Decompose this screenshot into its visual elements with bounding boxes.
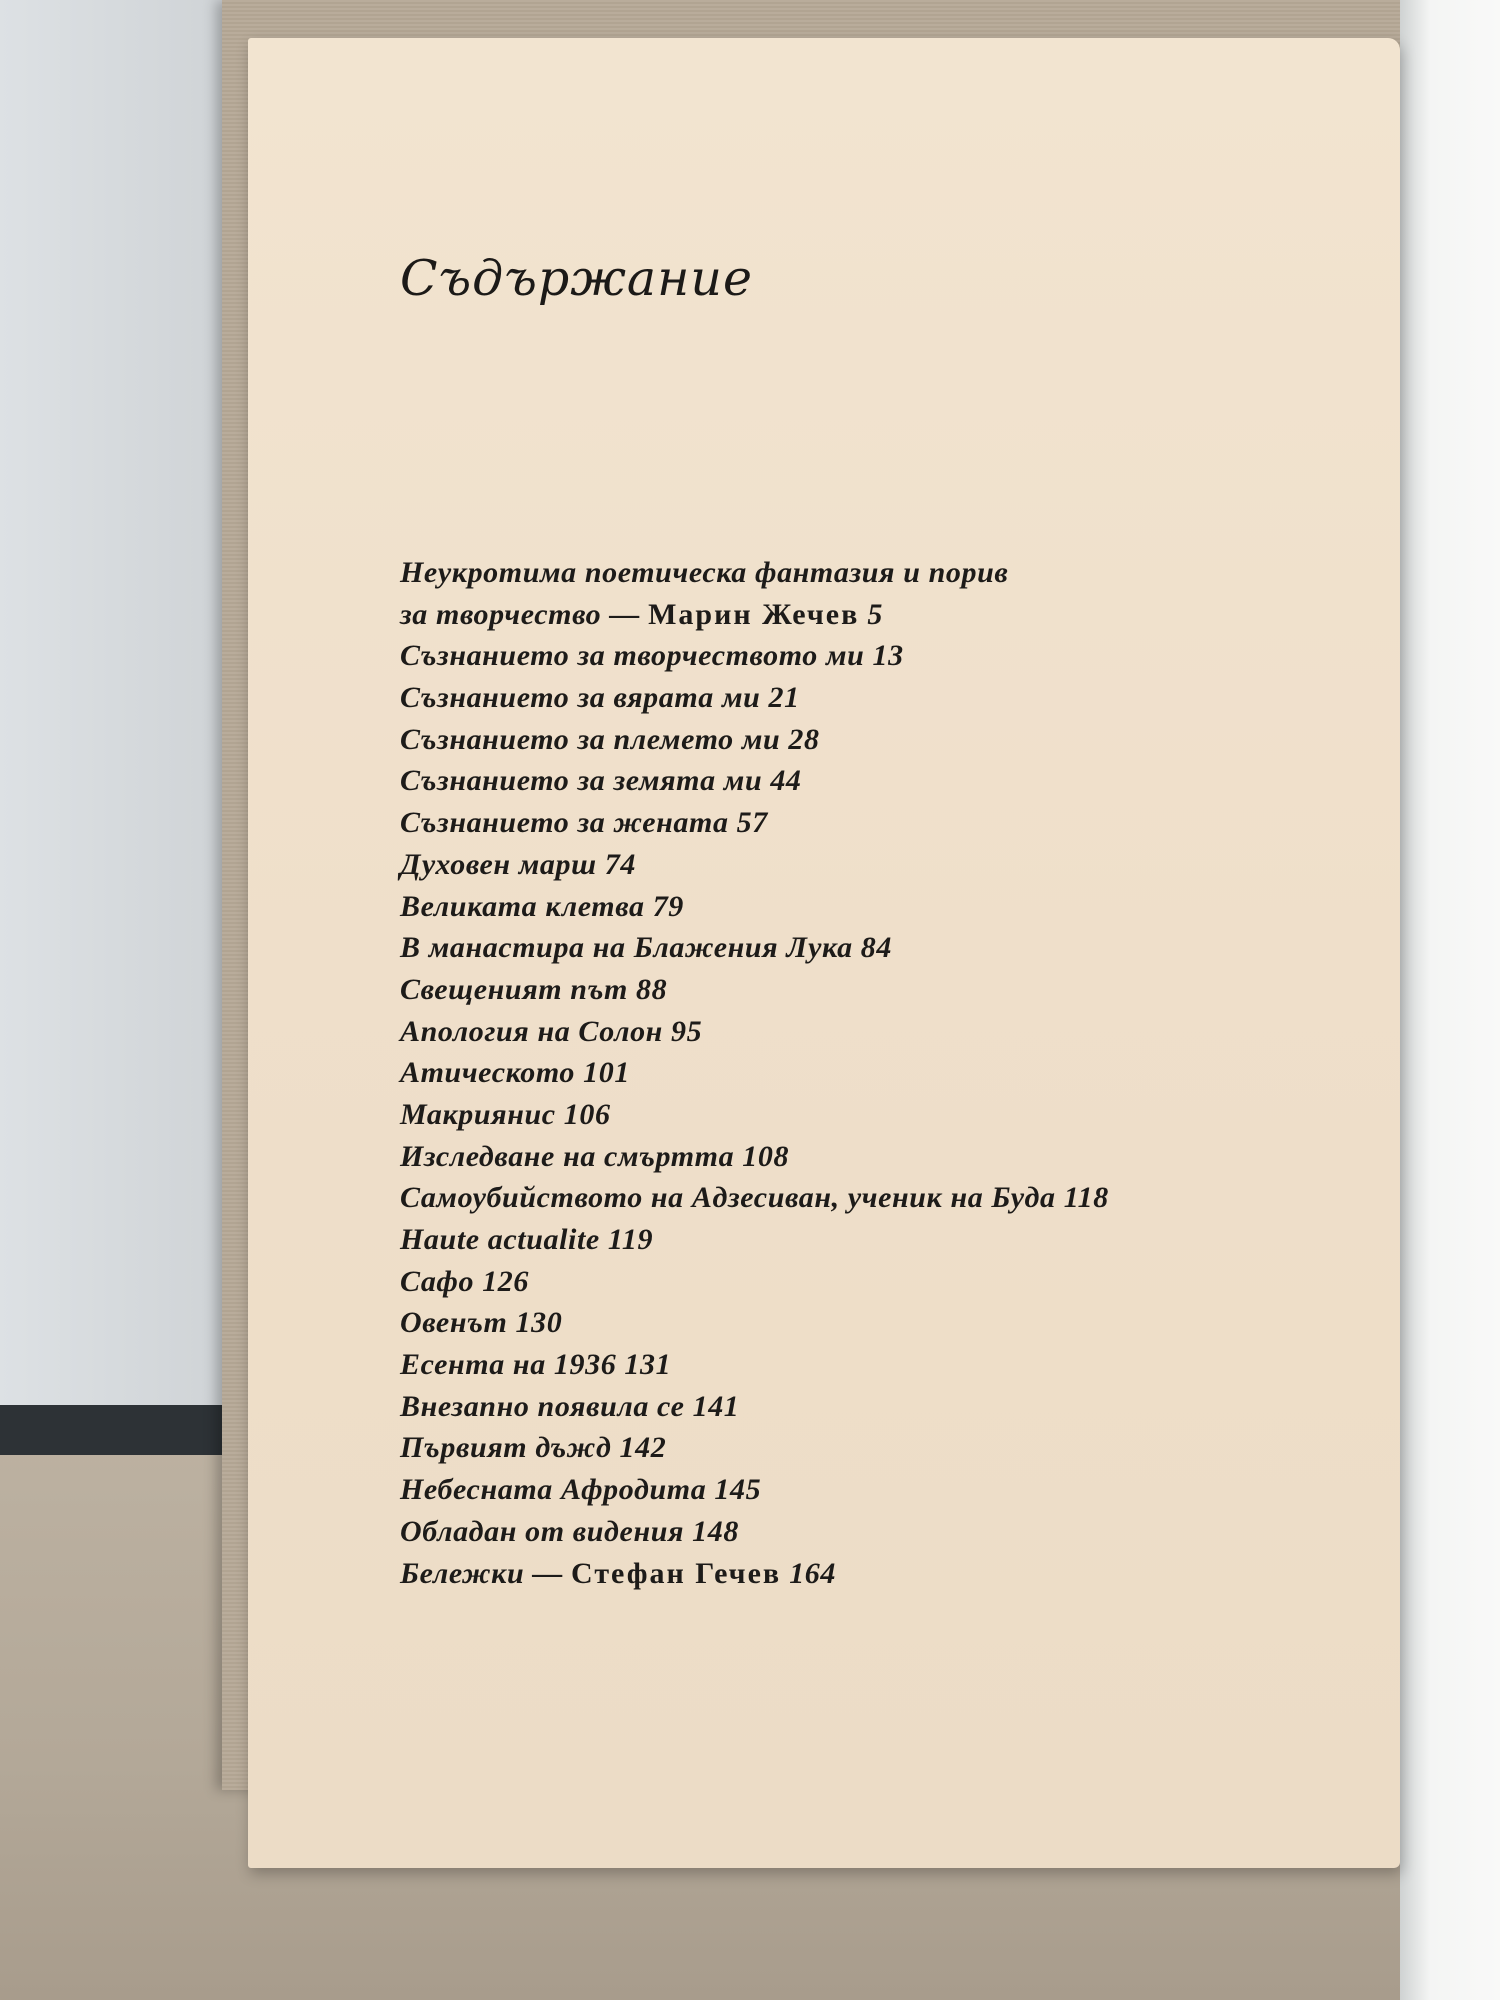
facing-page: [1400, 0, 1500, 2000]
toc-entry: Небесната Афродита 145: [400, 1473, 762, 1507]
toc-entry: Обладан от видения 148: [400, 1514, 739, 1548]
toc-entry-intro-page: 5: [867, 597, 884, 631]
page-title: Съдържание: [400, 250, 753, 307]
toc-entry-intro-line1: Неукротима поетическа фантазия и порив: [400, 556, 1009, 589]
toc-entry: Свещеният път 88: [400, 972, 668, 1006]
toc-entry-intro-line2: [400, 594, 1320, 636]
toc-entry: Съзнанието за творчеството ми 13: [400, 639, 904, 673]
toc-entry-intro-author: Марин Жечев: [648, 597, 860, 631]
toc-entry: Първият дъжд 142: [400, 1431, 667, 1465]
toc-entry: В манастира на Блажения Лука 84: [400, 931, 892, 965]
toc-entry: Съзнанието за племето ми 28: [400, 722, 820, 756]
toc-entry: Сафо 126: [400, 1264, 529, 1298]
shelf-edge: [0, 1405, 240, 1455]
toc-entry: Атическото 101: [400, 1056, 630, 1090]
toc-entry: Съзнанието за вярата ми 21: [400, 681, 800, 715]
background-wall: [0, 0, 230, 1430]
toc-entry: Съзнанието за жената 57: [400, 806, 768, 840]
toc-entry: Haute actualite 119: [400, 1223, 654, 1256]
toc-entry: Изследване на смъртта 108: [400, 1139, 790, 1173]
toc-entry-intro-prefix: за творчество —: [400, 597, 649, 631]
toc-entry: Апология на Солон 95: [400, 1014, 703, 1048]
toc-entry: Макриянис 106: [400, 1097, 611, 1131]
toc-entry: Самоубийството на Адзесиван, ученик на Буда 118: [400, 1181, 1109, 1215]
toc-entry: Духовен марш 74: [400, 847, 636, 881]
toc-entry: Овенът 130: [400, 1306, 563, 1340]
toc-entry: Великата клетва 79: [400, 889, 684, 923]
toc-entry-notes-author: Стефан Гечев: [571, 1556, 782, 1590]
toc-entry-notes: [400, 1553, 1320, 1595]
toc-entry: Есента на 1936 131: [400, 1348, 672, 1382]
toc-entry: Внезапно появила се 141: [400, 1389, 740, 1423]
toc-entry-notes-prefix: Бележки —: [400, 1556, 572, 1590]
toc-entry-notes-page: 164: [789, 1556, 837, 1590]
table-of-contents: [400, 552, 1320, 1594]
toc-entry: Съзнанието за земята ми 44: [400, 764, 802, 798]
